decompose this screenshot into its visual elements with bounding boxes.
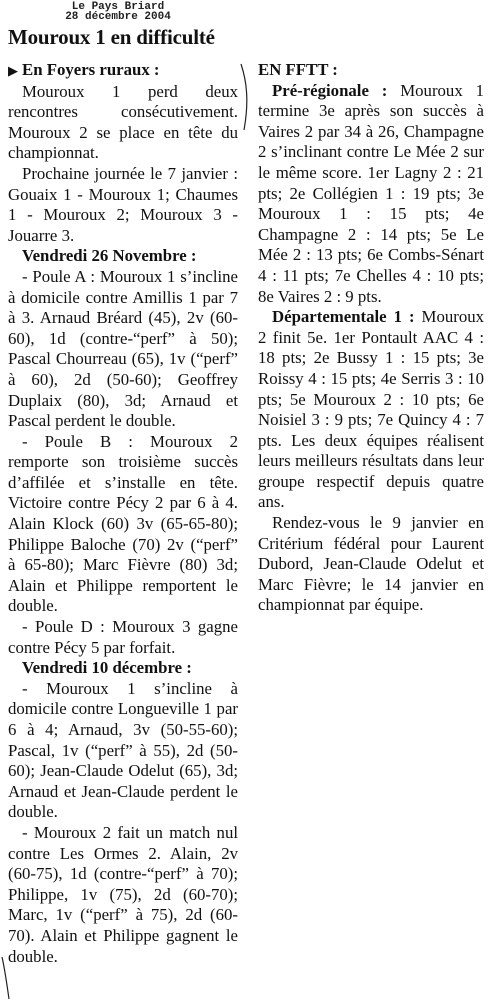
paragraph-intro: Mouroux 1 perd deux rencontres consécutivement. Mouroux 2 se place en tête du championnat. [8,81,238,163]
paragraph-rendez-vous: Rendez-vous le 9 janvier en Critérium fédéral pour Laurent Dubord, Jean-Claude Odelut et Marc Fièvre; le 14 janvier en championnat par équipe. [258,513,484,615]
paragraph-poule-a: - Poule A : Mouroux 1 s’incline à domicile contre Amillis 1 par 7 à 3. Arnaud Bréard (45), 2v (60-60), 1d (contre-“perf” à 50); Pascal Chourreau (65), 1v (“perf” à 60), 2d (50-60); Geoffrey Duplaix (80), 3d; Arnaud et Pascal perdent le double. [8,266,238,431]
article-headline: Mouroux 1 en difficulté [8,25,215,49]
masthead [0,2,236,22]
label-pre-regionale: Pré-régionale : [272,80,388,100]
column-divider-stroke [238,62,252,132]
paragraph-next-round: Prochaine journée le 7 janvier : Gouaix 1 - Mouroux 1; Chaumes 1 - Mouroux 2; Mouroux 3 - Jouarre 3. [8,163,238,245]
publication-date: 28 décembre 2004 [65,11,171,23]
date-heading-26-novembre: Vendredi 26 Novembre : [22,246,197,266]
paragraph-pre-regionale: Pré-régionale : Mouroux 1 termine 3e après son succès à Vaires 2 par 34 à 26, Champagne 2 s’inclinant contre Le Mée 2 sur le même score. 1er Lagny 2 : 21 pts; 2e Collégien 1 : 19 pts; 3e Mouroux 1 : 15 pts; 4e Champagne 2 : 14 pts; 5e Le Mée 2 : 13 pts; 6e Combs-Sénart 4 : 11 pts; 7e Chelles 4 : 10 pts; 8e Vaires 2 : 9 pts. [258,80,484,306]
paragraph-departementale-1: Départementale 1 : Mouroux 2 finit 5e. 1er Pontault AAC 4 : 18 pts; 2e Bussy 1 : 15 pts; 3e Roissy 4 : 15 pts; 4e Serris 3 : 10 pts; 5e Mouroux 2 : 10 pts; 6e Noisiel 3 : 9 pts; 7e Quincy 4 : 7 pts. Les deux équipes réalisent leurs meilleurs résultats dans leur groupe respectif depuis quatre ans. [258,307,485,512]
newspaper-name: Le Pays Briard [71,1,165,13]
paragraph-poule-b: - Poule B : Mouroux 2 remporte son troisième succès d’affilée et s’installe en tête. Victoire contre Pécy 2 par 6 à 4. Alain Klock (60) 3v (65-65-80); Philippe Baloche (70) 2v (“perf” à 65-80); Marc Fièvre (80) 3d; Alain et Philippe remportent le double. [8,431,238,616]
triangle-bullet-icon: ▶ [8,63,18,78]
paragraph-mouroux-2-result: - Mouroux 2 fait un match nul contre Les Ormes 2. Alain, 2v (60-75), 1d (contre-“perf” à 70); Philippe, 1v (75), 2d (60-70); Marc, 1v (“perf” à 75), 2d (60-70). Alain et Philippe gagnent le double. [8,822,238,966]
paragraph-poule-d: - Poule D : Mouroux 3 gagne contre Pécy 5 par forfait. [8,617,238,657]
section-heading-fftt: EN FFTT : [258,60,338,79]
left-column [8,60,238,967]
paragraph-mouroux-1-result: - Mouroux 1 s’incline à domicile contre Longueville 1 par 6 à 4; Arnaud, 3v (50-55-60); Pascal, 1v (“perf” à 55), 2d (50-60); Jean-Claude Odelut (65), 3d; Arnaud et Jean-Claude perdent le double. [8,678,238,822]
right-column [258,60,484,616]
section-heading-foyers-ruraux: ▶ En Foyers ruraux : [8,60,238,82]
label-departementale-1: Départementale 1 : [272,307,415,327]
date-heading-10-decembre: Vendredi 10 décembre : [22,658,192,678]
